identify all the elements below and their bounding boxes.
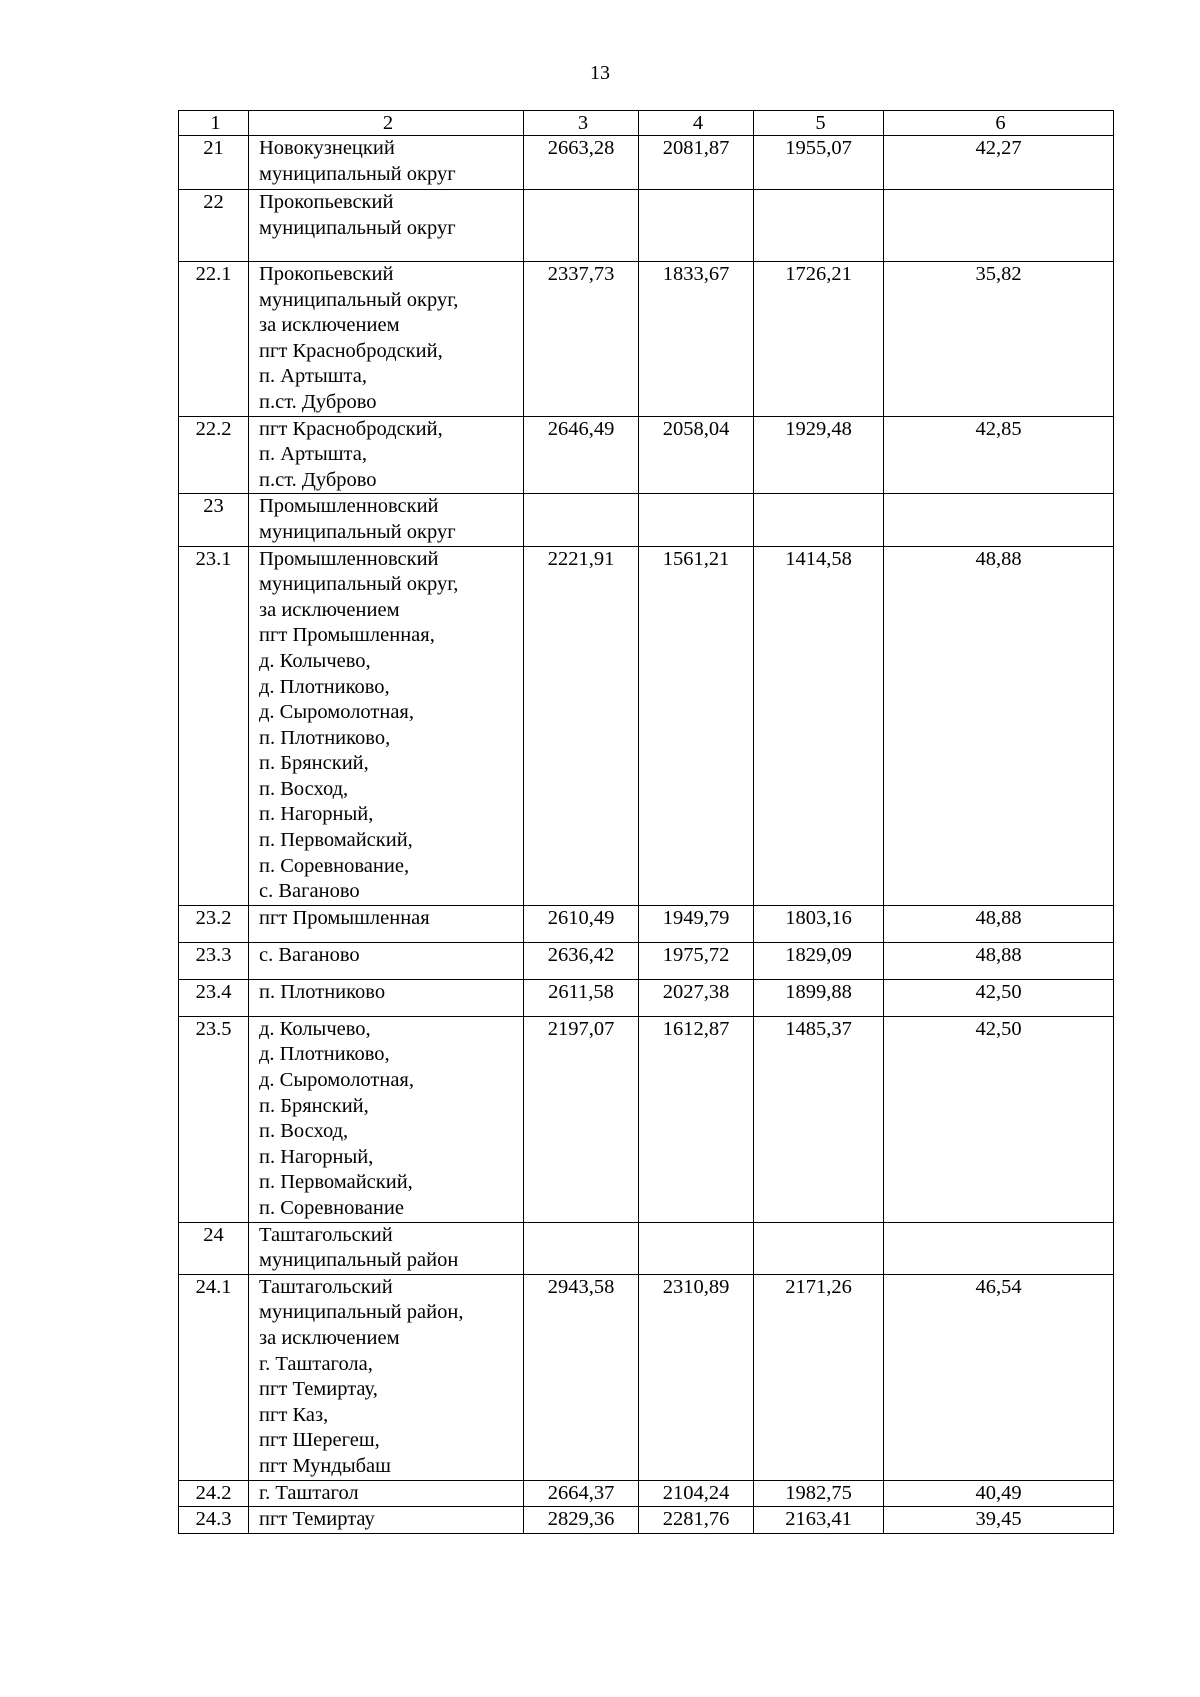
territory-name-line: п. Восход, <box>259 777 349 800</box>
territory-name-line: г. Таштагола, <box>259 1352 373 1375</box>
territory-name-line: п. Плотниково, <box>259 726 391 749</box>
territory-name-line: п. Нагорный, <box>259 1145 374 1168</box>
value-cell-c4: 2310,89 <box>639 1274 754 1480</box>
territory-name <box>249 416 524 494</box>
value-cell-c4: 2081,87 <box>639 136 754 190</box>
territory-name-line: Таштагольский <box>259 1275 393 1298</box>
territory-name-line: п. Первомайский, <box>259 829 413 852</box>
territory-name-line: п.ст. Дуброво <box>259 468 377 491</box>
territory-name <box>249 262 524 417</box>
territory-name-line: пгт Промышленная <box>259 906 430 929</box>
value-cell-c3: 2943,58 <box>524 1274 639 1480</box>
territory-name-line: Прокопьевский <box>259 263 394 285</box>
territory-name <box>249 1222 524 1274</box>
value-cell-c3: 2611,58 <box>524 979 639 1016</box>
row-number: 22.1 <box>179 262 249 417</box>
row-number: 23.2 <box>179 905 249 942</box>
value-cell-c5: 1485,37 <box>754 1016 884 1222</box>
territory-name-line: за исключением <box>259 314 400 337</box>
territory-name-line: п. Брянский, <box>259 1094 369 1117</box>
value-cell-c5: 1829,09 <box>754 942 884 979</box>
value-cell-c4: 2281,76 <box>639 1507 754 1534</box>
table-row <box>179 905 1114 942</box>
row-number: 21 <box>179 136 249 190</box>
territory-name-line: п. Нагорный, <box>259 803 374 826</box>
table-row <box>179 262 1114 417</box>
territory-name-line: п. Артышта, <box>259 365 367 388</box>
table-row <box>179 190 1114 262</box>
value-cell-c3: 2646,49 <box>524 416 639 494</box>
value-cell-c4: 2027,38 <box>639 979 754 1016</box>
territory-name-line: п.ст. Дуброво <box>259 390 377 413</box>
territory-name-line: пгт Темиртау, <box>259 1378 378 1401</box>
territory-name-line: п. Плотниково <box>259 980 386 1003</box>
table-row <box>179 546 1114 905</box>
territory-name-line: пгт Каз, <box>259 1403 329 1426</box>
territory-name-line: пгт Краснобродский, <box>259 417 443 440</box>
territory-name-line: д. Колычево, <box>259 649 371 672</box>
territory-name <box>249 1016 524 1222</box>
territory-name <box>249 979 524 1016</box>
value-cell-c5: 2163,41 <box>754 1507 884 1534</box>
value-cell-c3: 2663,28 <box>524 136 639 190</box>
territory-name-line: п. Первомайский, <box>259 1171 413 1194</box>
value-cell-c3: 2337,73 <box>524 262 639 417</box>
territory-name <box>249 494 524 546</box>
value-cell-c6: 48,88 <box>884 905 1114 942</box>
territory-name <box>249 1274 524 1480</box>
row-number: 24.2 <box>179 1480 249 1507</box>
territory-name-line: д. Плотниково, <box>259 1043 390 1066</box>
territory-name-line: д. Плотниково, <box>259 675 390 698</box>
territory-name <box>249 546 524 905</box>
value-cell-c6: 42,27 <box>884 136 1114 190</box>
territory-name-line: с. Ваганово <box>259 880 360 903</box>
territory-name-line: г. Таштагол <box>259 1481 359 1504</box>
value-cell-c5: 1726,21 <box>754 262 884 417</box>
value-cell-c5: 1803,16 <box>754 905 884 942</box>
territory-name-line: за исключением <box>259 1326 400 1349</box>
row-number: 23 <box>179 494 249 546</box>
value-cell-c4: 2058,04 <box>639 416 754 494</box>
value-cell-c5: 1982,75 <box>754 1480 884 1507</box>
value-cell-c3: 2636,42 <box>524 942 639 979</box>
row-number: 24 <box>179 1222 249 1274</box>
value-cell-c4: 1612,87 <box>639 1016 754 1222</box>
territory-name-line: п. Артышта, <box>259 443 367 466</box>
territory-name-line: Таштагольский <box>259 1223 393 1246</box>
value-cell-c5: 1955,07 <box>754 136 884 190</box>
territory-name-line: Прокопьевский <box>259 191 394 213</box>
value-cell-c6: 48,88 <box>884 546 1114 905</box>
territory-name <box>249 1507 524 1534</box>
table-row <box>179 1480 1114 1507</box>
value-cell-c5 <box>754 1222 884 1274</box>
table-header-row <box>179 111 1114 136</box>
value-cell-c6 <box>884 1222 1114 1274</box>
territory-name-line: Промышленновский <box>259 495 439 518</box>
territory-name-line: муниципальный район <box>259 1249 459 1272</box>
table-row <box>179 1507 1114 1534</box>
row-number: 23.4 <box>179 979 249 1016</box>
table-row <box>179 136 1114 190</box>
value-cell-c6: 48,88 <box>884 942 1114 979</box>
value-cell-c4 <box>639 494 754 546</box>
territory-name-line: д. Сыромолотная, <box>259 1069 414 1092</box>
value-cell-c4: 1833,67 <box>639 262 754 417</box>
value-cell-c5 <box>754 190 884 262</box>
header-cell: 6 <box>884 111 1114 136</box>
header-cell: 3 <box>524 111 639 136</box>
header-cell: 5 <box>754 111 884 136</box>
territory-name-line: пгт Шерегеш, <box>259 1429 380 1452</box>
territory-name-line: д. Колычево, <box>259 1017 371 1040</box>
territory-name-line: пгт Мундыбаш <box>259 1454 391 1477</box>
territory-name-line: пгт Промышленная, <box>259 624 435 647</box>
territory-name-line: п. Брянский, <box>259 752 369 775</box>
row-number: 22.2 <box>179 416 249 494</box>
territory-name-line: муниципальный округ, <box>259 288 459 311</box>
territory-name-line: п. Соревнование, <box>259 854 410 877</box>
value-cell-c3 <box>524 494 639 546</box>
territory-name <box>249 190 524 262</box>
row-number: 24.1 <box>179 1274 249 1480</box>
value-cell-c4: 1949,79 <box>639 905 754 942</box>
row-number: 23.5 <box>179 1016 249 1222</box>
value-cell-c3: 2221,91 <box>524 546 639 905</box>
value-cell-c6 <box>884 190 1114 262</box>
header-cell: 1 <box>179 111 249 136</box>
value-cell-c4: 2104,24 <box>639 1480 754 1507</box>
value-cell-c6: 42,85 <box>884 416 1114 494</box>
table-row <box>179 942 1114 979</box>
value-cell-c5: 1414,58 <box>754 546 884 905</box>
territory-name-line: д. Сыромолотная, <box>259 701 414 724</box>
territory-name-line: муниципальный округ <box>259 520 456 543</box>
territory-name <box>249 905 524 942</box>
row-number: 23.3 <box>179 942 249 979</box>
territory-name-line: п. Соревнование <box>259 1197 404 1219</box>
value-cell-c3 <box>524 1222 639 1274</box>
value-cell-c6: 40,49 <box>884 1480 1114 1507</box>
territory-name-line: муниципальный округ <box>259 162 456 185</box>
value-cell-c5: 1929,48 <box>754 416 884 494</box>
table-row <box>179 1016 1114 1222</box>
value-cell-c6: 39,45 <box>884 1507 1114 1534</box>
value-cell-c3: 2664,37 <box>524 1480 639 1507</box>
territory-name-line: п. Восход, <box>259 1120 349 1143</box>
value-cell-c5: 2171,26 <box>754 1274 884 1480</box>
value-cell-c4: 1975,72 <box>639 942 754 979</box>
table-body <box>179 136 1114 1534</box>
value-cell-c4: 1561,21 <box>639 546 754 905</box>
territory-name-line: за исключением <box>259 598 400 621</box>
territory-name <box>249 942 524 979</box>
value-cell-c5: 1899,88 <box>754 979 884 1016</box>
row-number: 23.1 <box>179 546 249 905</box>
territory-name-line: Промышленновский <box>259 547 439 570</box>
table-row <box>179 494 1114 546</box>
table-row <box>179 1222 1114 1274</box>
territory-name <box>249 1480 524 1507</box>
territory-name <box>249 136 524 190</box>
territory-name-line: пгт Краснобродский, <box>259 339 443 362</box>
value-cell-c6 <box>884 494 1114 546</box>
value-cell-c5 <box>754 494 884 546</box>
territory-name-line: с. Ваганово <box>259 943 360 966</box>
value-cell-c3: 2829,36 <box>524 1507 639 1534</box>
tariff-table <box>178 110 1114 1534</box>
header-cell: 2 <box>249 111 524 136</box>
value-cell-c6: 42,50 <box>884 1016 1114 1222</box>
row-number: 24.3 <box>179 1507 249 1534</box>
territory-name-line: Новокузнецкий <box>259 137 395 159</box>
territory-name-line: муниципальный район, <box>259 1301 464 1324</box>
value-cell-c4 <box>639 190 754 262</box>
value-cell-c6: 46,54 <box>884 1274 1114 1480</box>
header-cell: 4 <box>639 111 754 136</box>
table-row <box>179 979 1114 1016</box>
territory-name-line: муниципальный округ <box>259 216 456 239</box>
row-number: 22 <box>179 190 249 262</box>
value-cell-c6: 35,82 <box>884 262 1114 417</box>
value-cell-c3 <box>524 190 639 262</box>
value-cell-c6: 42,50 <box>884 979 1114 1016</box>
value-cell-c3: 2610,49 <box>524 905 639 942</box>
table-row <box>179 416 1114 494</box>
territory-name-line: муниципальный округ, <box>259 573 459 596</box>
value-cell-c3: 2197,07 <box>524 1016 639 1222</box>
value-cell-c4 <box>639 1222 754 1274</box>
territory-name-line: пгт Темиртау <box>259 1508 375 1531</box>
page-number: 13 <box>590 62 610 84</box>
table-row <box>179 1274 1114 1480</box>
